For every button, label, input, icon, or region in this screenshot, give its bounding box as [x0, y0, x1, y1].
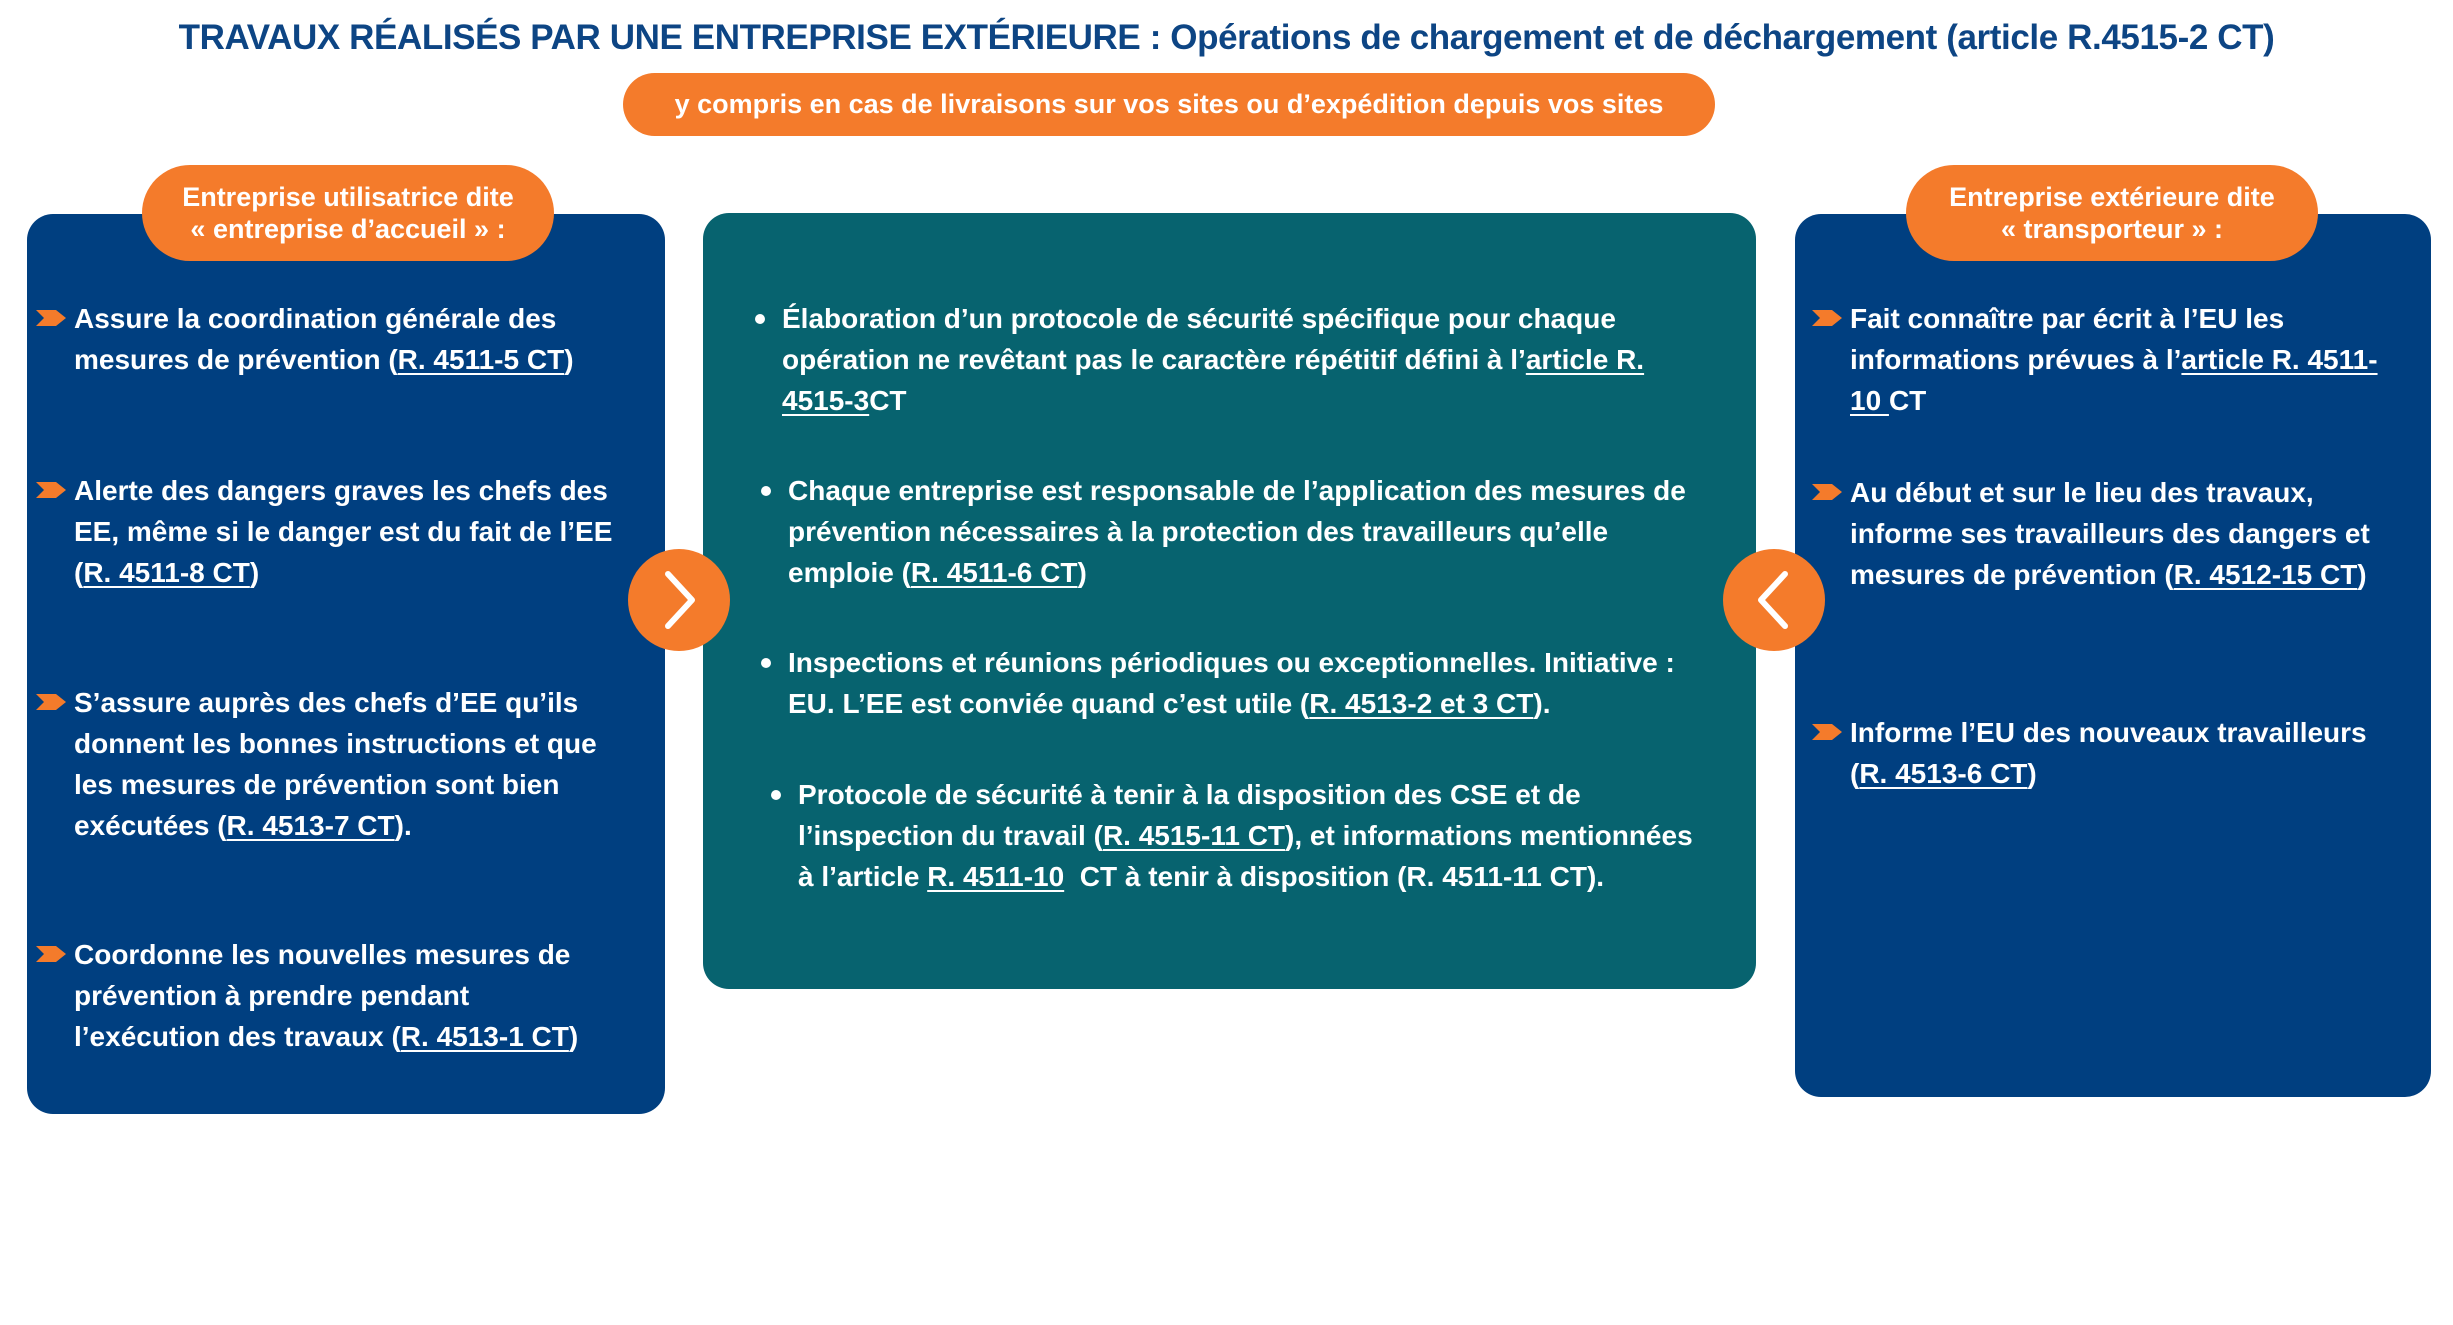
left-item-3-text: exécutées (: [74, 810, 227, 841]
right-item-3: [1850, 712, 2367, 794]
center-item-3: [788, 642, 1675, 724]
ref-link-r4513-1[interactable]: R. 4513-1 CT: [400, 1021, 569, 1052]
center-item-4-line1: Protocole de sécurité à tenir à la disposition des CSE et de: [798, 779, 1581, 810]
left-item-2-line3: [74, 552, 612, 593]
right-item-1-line3: [1850, 380, 2378, 421]
left-item-3-close: ).: [394, 810, 412, 841]
center-item-3-line2: [788, 683, 1675, 724]
left-item-4-close: ): [568, 1021, 579, 1052]
connector-button-left[interactable]: [1723, 549, 1825, 651]
left-item-2-line1: Alerte des dangers graves les chefs des: [74, 475, 608, 506]
ref-link-r4515-3-part2[interactable]: 4515-3: [782, 385, 870, 416]
center-item-1-text: opération ne revêtant pas le caractère répétitif défini à l’: [782, 344, 1526, 375]
right-role-label: [1906, 165, 2318, 261]
orange-arrow-bullet-icon: [36, 946, 66, 962]
subtitle-banner: [623, 73, 1715, 136]
ref-link-r4513-6[interactable]: R. 4513-6 CT: [1859, 758, 2028, 789]
right-item-2: [1850, 472, 2370, 595]
center-item-1: [782, 298, 1644, 421]
bullet-dot-icon: [761, 486, 771, 496]
center-item-4-line3: [798, 856, 1693, 897]
ref-link-r4511-10[interactable]: R. 4511-10: [927, 861, 1065, 892]
left-role-label: [142, 165, 554, 261]
left-item-2-open: (: [74, 557, 84, 588]
right-item-3-line2: [1850, 753, 2367, 794]
right-item-2-line2: informe ses travailleurs des dangers et: [1850, 518, 2370, 549]
right-role-label-line2: « transporteur » :: [2000, 214, 2224, 244]
center-item-3-text: EU. L’EE est conviée quand c’est utile (: [788, 688, 1310, 719]
center-item-4: [798, 774, 1693, 897]
orange-arrow-bullet-icon: [36, 482, 66, 498]
connector-button-right[interactable]: [628, 549, 730, 651]
ref-link-r4513-2-3[interactable]: R. 4513-2 et 3 CT: [1309, 688, 1534, 719]
left-item-3-line1: S’assure auprès des chefs d’EE qu’ils: [74, 687, 579, 718]
center-item-3-close: ).: [1533, 688, 1551, 719]
left-item-4: [74, 934, 578, 1057]
right-item-1-line1: Fait connaître par écrit à l’EU les: [1850, 303, 2285, 334]
center-item-1-suffix: CT: [869, 385, 907, 416]
left-item-1: [74, 298, 574, 380]
right-item-1-text: informations prévues à l’: [1850, 344, 2182, 375]
orange-arrow-bullet-icon: [36, 310, 66, 326]
right-item-2-text: mesures de prévention (: [1850, 559, 2174, 590]
left-item-1-line1: Assure la coordination générale des: [74, 303, 557, 334]
center-item-2-text: emploie (: [788, 557, 911, 588]
right-item-1: [1850, 298, 2378, 421]
center-item-4-text-4: CT à tenir à disposition (R. 4511-11 CT).: [1064, 861, 1605, 892]
ref-link-r4512-15[interactable]: R. 4512-15 CT: [2173, 559, 2358, 590]
page-title: TRAVAUX RÉALISÉS PAR UNE ENTREPRISE EXTÉRIEURE : Opérations de chargement et de déchargement (article R.4515-2 CT): [178, 18, 2275, 57]
center-item-3-line1: Inspections et réunions périodiques ou exceptionnelles. Initiative :: [788, 647, 1675, 678]
ref-link-r4513-7[interactable]: R. 4513-7 CT: [226, 810, 395, 841]
center-item-4-text: l’inspection du travail (: [798, 820, 1103, 851]
left-item-4-line1: Coordonne les nouvelles mesures de: [74, 939, 571, 970]
ref-link-r4511-10-part1[interactable]: article R. 4511-: [2181, 344, 2378, 375]
center-item-2-line3: [788, 552, 1686, 593]
right-item-3-line1: Informe l’EU des nouveaux travailleurs: [1850, 717, 2367, 748]
left-item-4-line2: prévention à prendre pendant: [74, 980, 470, 1011]
left-item-3: [74, 682, 597, 846]
orange-arrow-bullet-icon: [1812, 724, 1842, 740]
left-item-3-line3: les mesures de prévention sont bien: [74, 769, 560, 800]
bullet-dot-icon: [761, 658, 771, 668]
center-item-1-line3: [782, 380, 1644, 421]
right-item-3-close: ): [2027, 758, 2037, 789]
ref-link-r4511-8[interactable]: R. 4511-8 CT: [83, 557, 250, 588]
bullet-dot-icon: [771, 790, 781, 800]
right-item-2-line1: Au début et sur le lieu des travaux,: [1850, 477, 2314, 508]
right-item-1-suffix: CT: [1888, 385, 1927, 416]
ref-link-r4515-3-part1[interactable]: article R.: [1525, 344, 1645, 375]
ref-link-r4515-11[interactable]: R. 4515-11 CT: [1102, 820, 1286, 851]
left-item-2-line2: EE, même si le danger est du fait de l’EE: [74, 516, 613, 547]
left-item-4-line3: [74, 1016, 578, 1057]
center-item-4-text-2: ), et informations mentionnées: [1285, 820, 1693, 851]
center-item-2-line1: Chaque entreprise est responsable de l’application des mesures de: [788, 475, 1686, 506]
orange-arrow-bullet-icon: [36, 694, 66, 710]
right-item-2-line3: [1850, 554, 2370, 595]
left-item-3-line4: [74, 805, 597, 846]
left-role-label-line2: « entreprise d’accueil » :: [190, 214, 506, 244]
center-item-1-line1: Élaboration d’un protocole de sécurité spécifique pour chaque: [782, 303, 1616, 334]
chevron-right-icon: [656, 568, 702, 632]
center-item-2-close: ): [1077, 557, 1087, 588]
left-item-4-text: l’exécution des travaux (: [74, 1021, 401, 1052]
left-item-1-text: mesures de prévention (: [74, 344, 398, 375]
left-item-1-close: ): [564, 344, 574, 375]
left-item-2-close: ): [249, 557, 260, 588]
right-item-3-open: (: [1850, 758, 1860, 789]
left-item-1-line2: [74, 339, 574, 380]
right-item-2-close: ): [2357, 559, 2367, 590]
left-item-3-line2: donnent les bonnes instructions et que: [74, 728, 597, 759]
center-item-4-line2: [798, 815, 1693, 856]
chevron-left-icon: [1751, 568, 1797, 632]
ref-link-r4511-10-part2[interactable]: 10: [1850, 385, 1889, 416]
center-item-2: [788, 470, 1686, 593]
subtitle-text: y compris en cas de livraisons sur vos sites ou d’expédition depuis vos sites: [674, 89, 1664, 119]
right-item-1-line2: [1850, 339, 2378, 380]
center-item-2-line2: prévention nécessaires à la protection des travailleurs qu’elle: [788, 516, 1609, 547]
center-item-4-text-3: à l’article: [798, 861, 928, 892]
ref-link-r4511-5[interactable]: R. 4511-5 CT: [397, 344, 565, 375]
right-role-label-line1: Entreprise extérieure dite: [1949, 182, 2275, 212]
ref-link-r4511-6[interactable]: R. 4511-6 CT: [910, 557, 1078, 588]
center-item-1-line2: [782, 339, 1644, 380]
left-role-label-line1: Entreprise utilisatrice dite: [182, 182, 514, 212]
left-item-2: [74, 470, 612, 593]
orange-arrow-bullet-icon: [1812, 310, 1842, 326]
bullet-dot-icon: [755, 314, 765, 324]
orange-arrow-bullet-icon: [1812, 484, 1842, 500]
